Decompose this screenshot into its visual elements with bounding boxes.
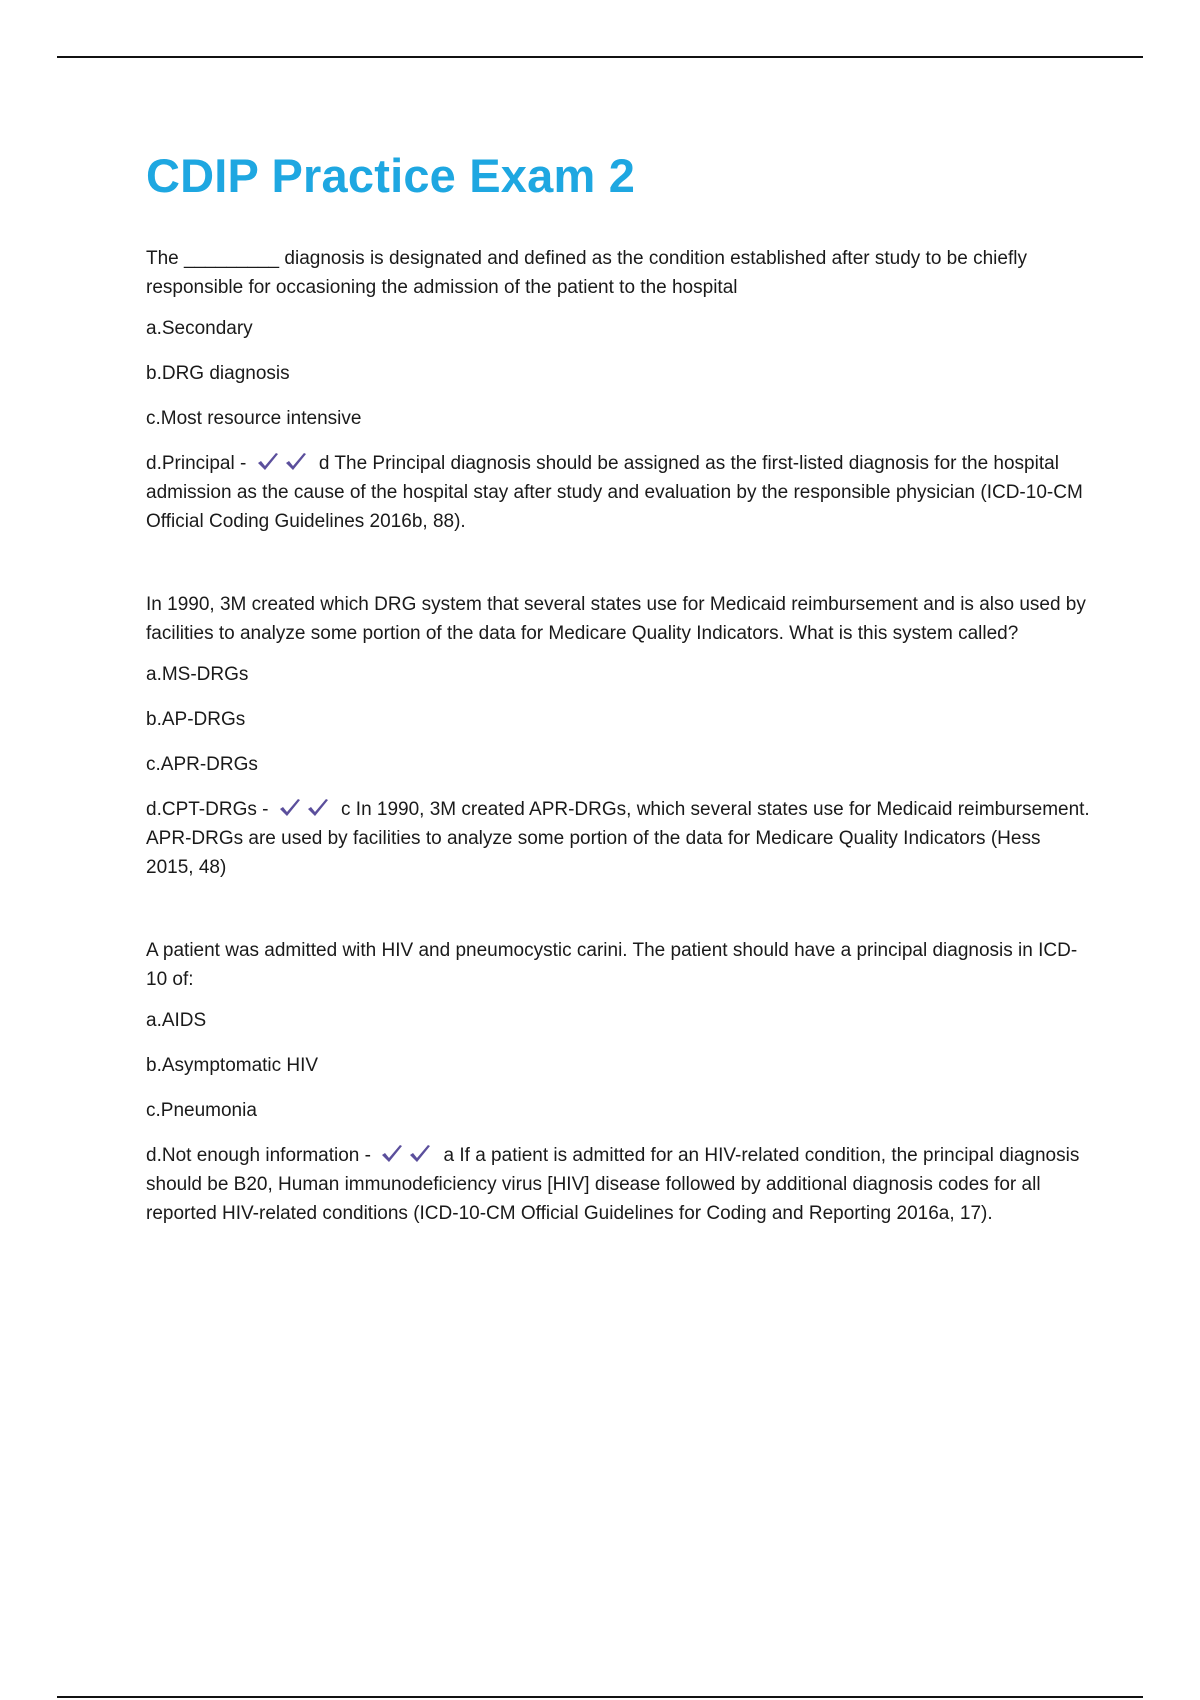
answer-line xyxy=(146,1141,1092,1228)
answer-explanation: c In 1990, 3M created APR-DRGs, which several states use for Medicaid reimbursement. APR-DRGs are used by facilities to analyze some portion of the data for Medicare Quality Indicators (Hess 2015, 48) xyxy=(146,799,1090,878)
check-mark-icon xyxy=(306,798,330,818)
option-c: c.APR-DRGs xyxy=(146,754,258,775)
double-check xyxy=(256,453,317,474)
answer-prefix: d.CPT-DRGs - xyxy=(146,799,269,820)
document-title: CDIP Practice Exam 2 xyxy=(146,149,636,202)
answer-prefix: d.Principal - xyxy=(146,453,247,474)
question-2 xyxy=(146,590,1092,882)
check-mark-icon xyxy=(380,1144,404,1164)
option-a: a.AIDS xyxy=(146,1010,207,1031)
option-a: a.Secondary xyxy=(146,318,253,339)
check-mark-icon xyxy=(278,798,302,818)
double-check xyxy=(380,1145,441,1166)
check-mark-icon xyxy=(284,452,308,472)
question-stem: The _________ diagnosis is designated and defined as the condition established after study to be chiefly responsible for occasioning the admission of the patient to the hospital xyxy=(146,248,1027,298)
answer-line xyxy=(146,795,1092,882)
option-a: a.MS-DRGs xyxy=(146,664,249,685)
double-check xyxy=(278,799,339,820)
question-1 xyxy=(146,244,1092,536)
question-stem: In 1990, 3M created which DRG system that several states use for Medicaid reimbursement and is also used by facilities to analyze some portion of the data for Medicare Quality Indicators. What is this system called? xyxy=(146,594,1086,644)
option-c: c.Most resource intensive xyxy=(146,408,362,429)
answer-explanation: a If a patient is admitted for an HIV-related condition, the principal diagnosis should be B20, Human immunodeficiency virus [HIV] disease followed by additional diagnosis codes for all reported HIV-related conditions (ICD-10-CM Official Guidelines for Coding and Reporting 2016a, 17). xyxy=(146,1145,1080,1224)
option-b: b.AP-DRGs xyxy=(146,709,246,730)
answer-explanation: d The Principal diagnosis should be assigned as the first-listed diagnosis for the hospital admission as the cause of the hospital stay after study and evaluation by the responsible physician (ICD-10-CM Official Coding Guidelines 2016b, 88). xyxy=(146,453,1083,532)
document-page xyxy=(146,140,1092,1228)
answer-prefix: d.Not enough information - xyxy=(146,1145,371,1166)
option-b: b.DRG diagnosis xyxy=(146,363,290,384)
option-c: c.Pneumonia xyxy=(146,1100,257,1121)
check-mark-icon xyxy=(408,1144,432,1164)
bottom-rule xyxy=(57,1696,1143,1698)
check-mark-icon xyxy=(256,452,280,472)
option-b: b.Asymptomatic HIV xyxy=(146,1055,319,1076)
question-stem: A patient was admitted with HIV and pneumocystic carini. The patient should have a principal diagnosis in ICD-10 of: xyxy=(146,940,1078,990)
answer-line xyxy=(146,449,1092,536)
top-rule xyxy=(57,56,1143,58)
question-3 xyxy=(146,936,1092,1228)
